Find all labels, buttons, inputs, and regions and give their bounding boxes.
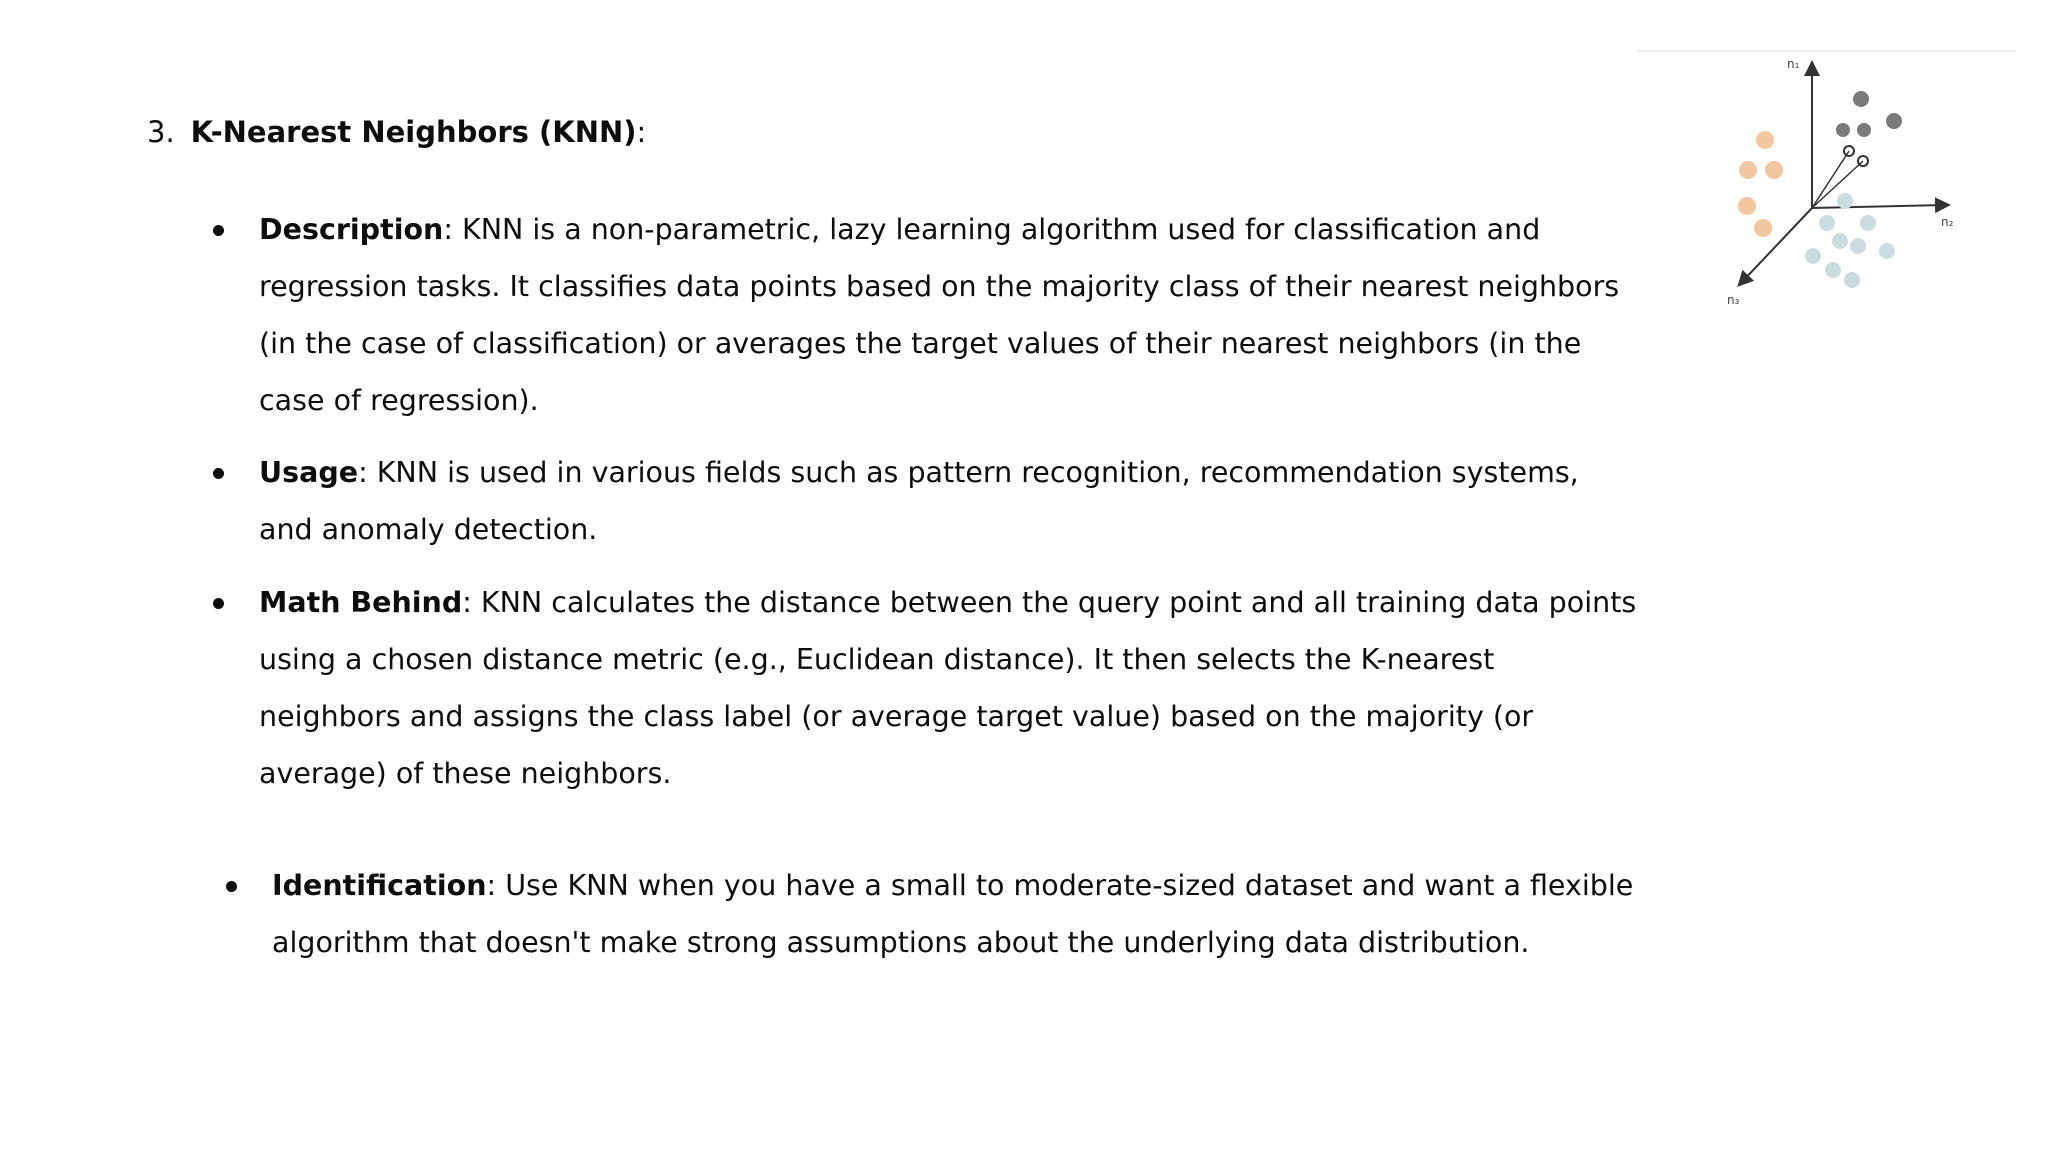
data-point-class-c <box>1832 233 1848 249</box>
bullet-dot <box>213 225 224 236</box>
bullet-body: : KNN is a non-parametric, lazy learning algorithm used for classification and regression tasks. It classifies data points based on the majority class of their nearest neighbors (in the case of classification) or averages the target values of their nearest neighbors (in the case of regression). <box>259 213 1620 417</box>
bullet-text <box>259 574 1639 802</box>
data-point-class-c <box>1805 248 1821 264</box>
knn-figure <box>1637 48 2017 320</box>
bullet-math-behind <box>259 574 1639 802</box>
bullet-text <box>272 857 1652 971</box>
bullet-label: Description <box>259 213 444 246</box>
axis-label-n2: n₂ <box>1941 215 1954 229</box>
data-point-class-c <box>1879 243 1895 259</box>
section-title: K-Nearest Neighbors (KNN) <box>190 115 637 149</box>
data-point-class-b <box>1853 91 1869 107</box>
bullet-body: : Use KNN when you have a small to moderate-sized dataset and want a flexible algorithm that doesn't make strong assumptions about the underlying data distribution. <box>272 869 1634 959</box>
bullet-body: : KNN is used in various fields such as pattern recognition, recommendation systems, and anomaly detection. <box>259 456 1579 546</box>
data-point-class-c <box>1860 215 1876 231</box>
bullet-body: : KNN calculates the distance between the query point and all training data points using a chosen distance metric (e.g., Euclidean distance). It then selects the K-nearest neighbors and assigns the class label (or average target value) based on the majority (or average) of these neighbors. <box>259 586 1637 790</box>
bullet-text <box>259 444 1639 558</box>
data-point-class-a <box>1765 161 1783 179</box>
data-point-class-c <box>1837 193 1853 209</box>
bullet-usage <box>259 444 1639 558</box>
axis-horizontal <box>1812 205 1947 208</box>
axis-label-n1: n₁ <box>1787 57 1800 71</box>
data-point-class-b <box>1886 113 1902 129</box>
bullet-dot <box>213 598 224 609</box>
data-point-class-a <box>1756 131 1774 149</box>
bullet-label: Math Behind <box>259 586 463 619</box>
data-point-class-a <box>1739 161 1757 179</box>
bullet-dot <box>226 881 237 892</box>
bullet-dot <box>213 468 224 479</box>
bullet-text <box>259 201 1639 429</box>
section-heading <box>147 108 646 156</box>
data-point-class-b <box>1857 123 1871 137</box>
data-point-class-a <box>1754 219 1772 237</box>
axis-depth <box>1740 208 1812 284</box>
bullet-description <box>259 201 1639 429</box>
bullet-label: Identification <box>272 869 487 902</box>
data-point-class-c <box>1844 272 1860 288</box>
data-point-class-c <box>1850 238 1866 254</box>
data-point-class-c <box>1819 215 1835 231</box>
data-point-class-a <box>1738 197 1756 215</box>
section-number: 3. <box>147 115 175 149</box>
section-title-suffix: : <box>636 115 647 149</box>
data-point-class-b <box>1836 123 1850 137</box>
axis-label-n3: n₃ <box>1727 293 1740 307</box>
data-point-class-c <box>1825 262 1841 278</box>
bullet-identification <box>272 857 1652 971</box>
bullet-label: Usage <box>259 456 359 489</box>
